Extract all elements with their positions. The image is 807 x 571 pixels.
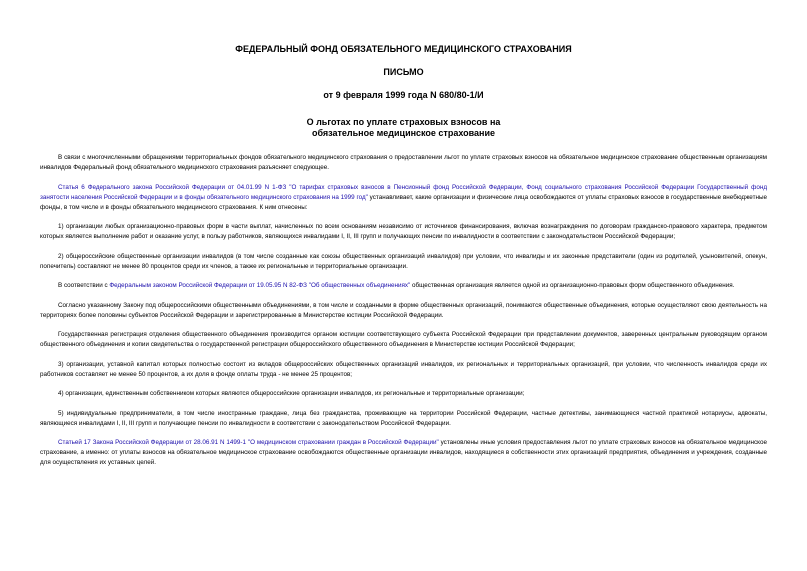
document-date: от 9 февраля 1999 года N 680/80-1/И bbox=[323, 90, 484, 100]
law-link[interactable]: Федеральным законом Российской Федерации от 19.05.95 N 82-ФЗ "Об общественных объединениях" bbox=[109, 282, 411, 289]
paragraph: Согласно указанному Закону под общероссийскими общественными объединениями, в том числе и созданными в форме общественных организаций, понимаются общественные объединения, которые осуществляют свою деятельность на территориях более половины субъектов Российской Федерации и зарегистрированные в Министерстве юстиции Российской Федерации. bbox=[40, 301, 767, 319]
paragraph: 2) общероссийские общественные организации инвалидов (в том числе созданные как союзы общественных организаций инвалидов) при условии, что инвалиды и их законные представители (один из родителей, усыновителей, опекун, попечитель) составляют не менее 80 процентов среди их членов, а также их региональные и территориальные организации. bbox=[40, 252, 767, 270]
paragraph: В соответствии с Федеральным законом Российской Федерации от 19.05.95 N 82-ФЗ "Об общественных объединениях" общественная организация является одной из организационно-правовых форм общественного объединения. bbox=[58, 282, 735, 289]
paragraph: В связи с многочисленными обращениями территориальных фондов обязательного медицинского страхования о предоставлении льгот по уплате страховых взносов на обязательное медицинское страхование общественным организациям инвалидов Федеральный фонд обязательного медицинского страхования разъясняет следующее. bbox=[40, 154, 767, 171]
paragraph: Статья 6 Федерального закона Российской Федерации от 04.01.99 N 1-ФЗ "О тарифах страховых взносов в Пенсионный фонд Российской Федерации, Фонд социального страхования Российской Федерации Государственный фонд занятости населения Российской Федерации и в фонды обязательного медицинского страхования на 1999 год" устанавливает, какие организации и физические лица освобождаются от уплаты страховых взносов в государственные внебюджетные фонды, в том числе и в фонды обязательного медицинского страхования. К ним отнесены: bbox=[40, 183, 767, 211]
law-link[interactable]: Статьей 17 Закона Российской Федерации от 28.06.91 N 1499-1 "О медицинском страховании граждан в Российской Федерации" bbox=[58, 439, 439, 446]
paragraph: Статьей 17 Закона Российской Федерации от 28.06.91 N 1499-1 "О медицинском страховании граждан в Российской Федерации" установлены иные условия предоставления льгот по уплате страховых взносов на обязательное медицинское страхование, а именно: от уплаты взносов на обязательное медицинское страхование освобождаются общественные организации инвалидов, находящиеся в собственности этих организаций предприятия, объединения и учреждения, созданные для осуществления их уставных целей. bbox=[40, 439, 767, 466]
paragraph: 1) организации любых организационно-правовых форм в части выплат, начисленных по всем основаниям независимо от источников финансирования, включая вознаграждения по договорам гражданско-правового характера, предметом которых является выполнение работ и оказание услуг, в пользу работников, являющихся инвалидами I, II, III групп и получающих пенсии по инвалидности в соответствии с законодательством Российской Федерации; bbox=[40, 223, 767, 240]
organization-name: ФЕДЕРАЛЬНЫЙ ФОНД ОБЯЗАТЕЛЬНОГО МЕДИЦИНСКОГО СТРАХОВАНИЯ bbox=[235, 44, 572, 54]
document-type: ПИСЬМО bbox=[383, 67, 424, 77]
paragraph: 3) организации, уставной капитал которых полностью состоит из вкладов общероссийских общественных организаций инвалидов, их региональных и территориальных организаций, при условии, что численность инвалидов среди их работников составляет не менее 50 процентов, а их доля в фонде оплаты труда - не менее 25 процентов; bbox=[40, 360, 767, 378]
law-link[interactable]: Статья 6 Федерального закона Российской Федерации от 04.01.99 N 1-ФЗ "О тарифах страховых взносов в Пенсионный фонд Российской Федерации, Фонд социального страхования Российской Федерации Государственный фонд занятости населения Российской Федерации и в фонды обязательного медицинского страхования на 1999 год" bbox=[40, 183, 767, 201]
paragraph: 4) организации, единственным собственником которых являются общероссийские организации инвалидов, их региональные и территориальные организации; bbox=[58, 390, 525, 397]
paragraph: Государственная регистрация отделения общественного объединения производится органом юстиции соответствующего субъекта Российской Федерации при представлении документов, заверенных центральным руководящим органом общественного объединения и копии свидетельства о государственной регистрации общероссийского общественного объединения в Министерстве юстиции Российской Федерации; bbox=[40, 331, 767, 348]
paragraph: 5) индивидуальные предприниматели, в том числе иностранные граждане, лица без гражданства, проживающие на территории Российской Федерации, частные детективы, занимающиеся частной практикой нотариусы, адвокаты, являющиеся инвалидами I, II, III групп и получающие пенсии по инвалидности в соответствии с законодательством Российской Федерации. bbox=[40, 409, 767, 427]
document-body bbox=[40, 153, 767, 468]
document-subject: О льготах по уплате страховых взносов на обязательное медицинское страхование bbox=[306, 117, 501, 138]
